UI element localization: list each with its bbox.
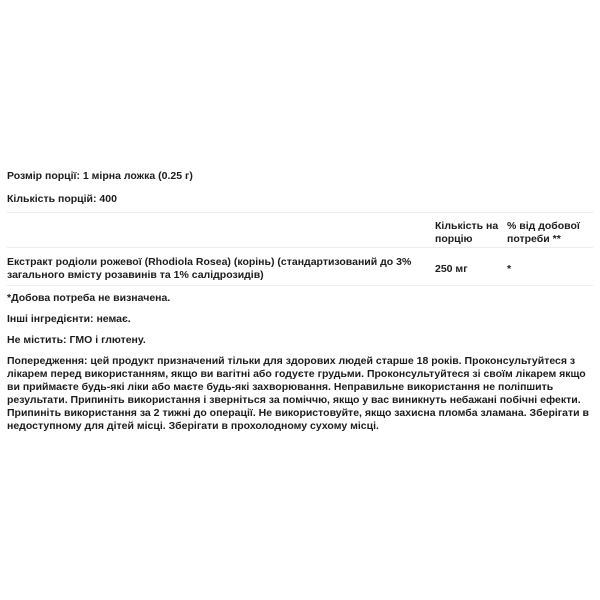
header-ingredient <box>7 220 435 247</box>
servings-count: Кількість порцій: 400 <box>7 193 117 205</box>
free-of: Не містить: ГМО і глютену. <box>7 334 146 346</box>
table-row <box>7 247 593 286</box>
ingredient-name: Екстракт родіоли рожевої (Rhodiola Rosea) (корінь) (стандартизований до 3% загального вмісту розавинів та 1% салідрозидів) <box>7 256 412 281</box>
ingredient-amount: 250 мг <box>435 263 468 275</box>
serving-size: Розмір порції: 1 мірна ложка (0.25 г) <box>7 170 193 182</box>
header-amount: Кількість на порцію <box>435 220 499 245</box>
ingredients-table <box>7 212 593 286</box>
warning-text: Попередження: цей продукт призначений тільки для здорових людей старше 18 років. Проконсультуйтеся з лікарем перед використанням, якщо ви вагітні або годуєте грудьми. Проконсультуйтеся зі своїм лікарем якщо ви приймаєте будь-які ліки або маєте будь-які захворювання. Неправильне використання не поліпшить результати. Припиніть використання і зверніться за поміччю, якщо у вас виникнуть небажані побічні ефекти. Припиніть використання за 2 тижні до операції. Не використовуйте, якщо захисна пломба зламана. Зберігати в недоступному для дітей місці. Зберігати в прохолодному сухому місці. <box>7 355 589 432</box>
other-ingredients: Інші інгредієнти: немає. <box>7 313 131 325</box>
daily-value-note: *Добова потреба не визначена. <box>7 292 171 304</box>
ingredient-daily-value: * <box>507 263 512 275</box>
table-header-row <box>7 212 593 247</box>
header-daily-value: % від добової потреби ** <box>507 220 580 245</box>
